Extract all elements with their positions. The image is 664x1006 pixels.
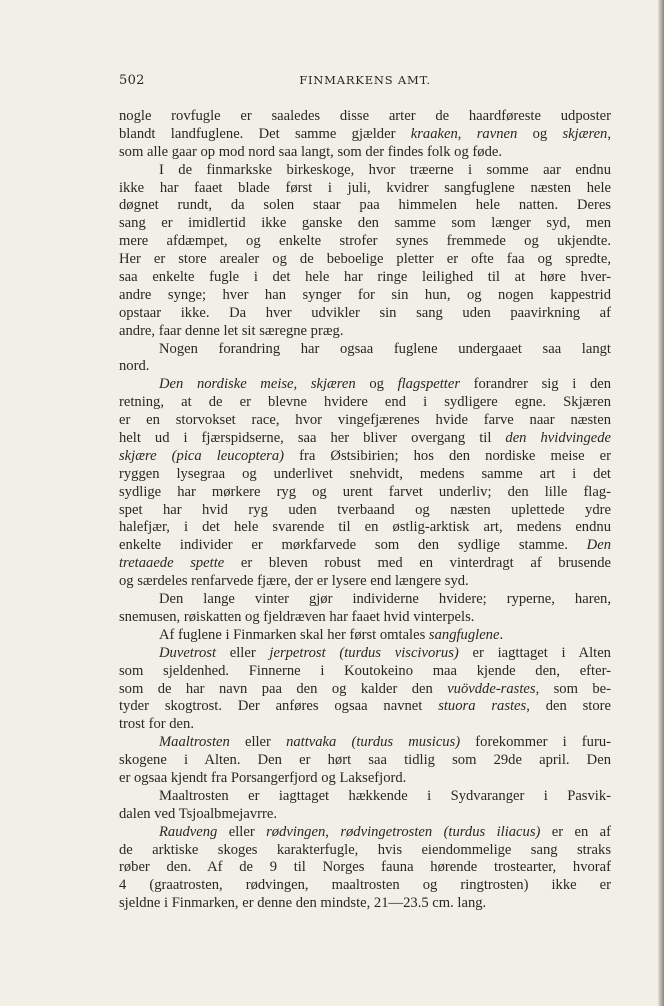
- text-line: Nogen forandring har ogsaa fuglene undergaaet saa langt: [159, 340, 611, 357]
- text-line: sydlige har mørkere ryg og urent farvet underliv; den lille flag-: [119, 483, 611, 500]
- text-line: I de finmarkske birkeskoge, hvor træerne i somme aar endnu: [159, 161, 611, 178]
- text-line: enkelte individer er mørkfarvede som den sydlige stamme. Den: [119, 537, 611, 554]
- text-line: halefjær, i det hele svarende til en østlig-arktisk art, medens endnu: [119, 519, 611, 536]
- text-line: døgnet rundt, da solen staar paa himmelen hele natten. Deres: [119, 197, 611, 214]
- text-line: Af fuglene i Finmarken skal her først omtales sangfuglene.: [159, 626, 504, 643]
- text-line: saa enkelte fugle i det hele har ringe leilighed til at høre hver-: [119, 269, 611, 286]
- text-line: Her er store arealer og de beboelige pletter er ofte faa og spredte,: [119, 251, 611, 268]
- text-line: opstaar ikke. Da hver udvikler sin sang uden paavirkning af: [119, 304, 611, 321]
- text-line: andre, faar denne let sit særegne præg.: [119, 322, 344, 339]
- text-line: skogene i Alten. Den er hørt saa tidlig som 29de april. Den: [119, 752, 611, 769]
- text-line: dalen ved Tsjoalbmejavrre.: [119, 805, 277, 822]
- body-text: [119, 108, 611, 913]
- text-line: som de har navn paa den og kalder den vuövdde-rastes, som be-: [119, 680, 611, 697]
- text-line: mere afdæmpet, og enkelte strofer synes fremmede og ukjendte.: [119, 233, 611, 250]
- text-line: tretaaede spette er bleven robust med en vinterdragt af brusende: [119, 555, 611, 572]
- text-line: nogle rovfugle er saaledes disse arter de haardføreste udposter: [119, 108, 611, 124]
- text-line: ryggen lysegraa og underlivet snehvidt, medens samme art i det: [119, 465, 611, 482]
- text-line: helt ud i fjærspidserne, saa her bliver overgang til den hvidvingede: [119, 430, 611, 447]
- text-line: Raudveng eller rødvingen, rødvingetrosten (turdus iliacus) er en af: [159, 823, 611, 840]
- text-line: sang er imidlertid ikke ganske den samme som længer syd, men: [119, 215, 611, 232]
- text-line: blandt landfuglene. Det samme gjælder kraaken, ravnen og skjæren,: [119, 125, 612, 142]
- text-line: snemusen, røiskatten og fjeldræven har faaet hvid vinterpels.: [119, 608, 475, 625]
- running-title: FINMARKENS AMT.: [299, 73, 431, 87]
- text-line: sjeldne i Finmarken, er denne den mindste, 21—23.5 cm. lang.: [119, 895, 487, 912]
- text-line: som sjeldenhed. Finnerne i Koutokeino maa kjende den, efter-: [119, 662, 611, 679]
- text-line: trost for den.: [119, 716, 194, 733]
- text-line: andre synge; hver han synger for sin hun, og nogen kappestrid: [119, 286, 611, 303]
- text-line: 4 (graatrosten, rødvingen, maaltrosten og ringtrosten) ikke er: [119, 877, 611, 894]
- text-line: spet har hvid ryg uden tverbaand og næsten uplettede ydre: [119, 501, 611, 518]
- text-line: retning, at de er blevne hvidere end i sydligere egne. Skjæren: [119, 394, 611, 411]
- text-line: er en storvokset race, hvor vingefjærenes hvide farve naar næsten: [119, 412, 611, 429]
- text-line: som alle gaar op mod nord saa langt, som der findes folk og føde.: [119, 143, 502, 160]
- text-line: Den lange vinter gjør individerne hvidere; ryperne, haren,: [159, 591, 611, 608]
- text-line: ikke har faaet blade først i juli, kvidrer sangfuglene næsten hele: [119, 179, 611, 196]
- page-header: [119, 73, 611, 93]
- text-line: nord.: [119, 358, 150, 375]
- text-line: Maaltrosten eller nattvaka (turdus musicus) forekommer i furu-: [159, 734, 611, 751]
- page-number: 502: [119, 73, 145, 88]
- text-line: de arktiske skoges karakterfugle, hvis eiendommelige sang straks: [119, 841, 611, 858]
- text-line: og særdeles renfarvede fjære, der er lysere end længere syd.: [119, 573, 469, 590]
- text-line: skjære (pica leucoptera) fra Østsibirien; hos den nordiske meise er: [119, 447, 611, 464]
- page-edge-shadow: [658, 0, 664, 1006]
- text-line: er ogsaa kjendt fra Porsangerfjord og Laksefjord.: [119, 769, 407, 786]
- text-line: Maaltrosten er iagttaget hækkende i Sydvaranger i Pasvik-: [159, 787, 611, 804]
- text-line: tyder skogtrost. Der anføres ogsaa navnet stuora rastes, den store: [119, 698, 611, 715]
- text-line: røber den. Af de 9 til Norges fauna hørende trostearter, hvoraf: [119, 859, 611, 876]
- text-line: Duvetrost eller jerpetrost (turdus viscivorus) er iagttaget i Alten: [159, 644, 611, 661]
- text-line: Den nordiske meise, skjæren og flagspetter forandrer sig i den: [159, 376, 612, 393]
